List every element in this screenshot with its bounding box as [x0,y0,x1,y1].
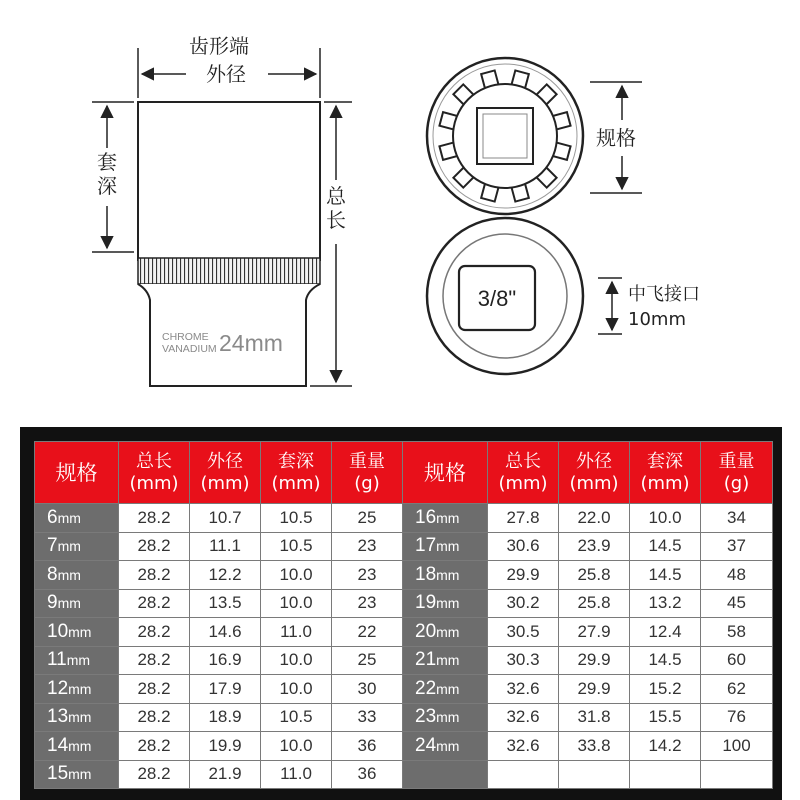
table-row [35,504,773,533]
size-cell [403,703,488,732]
outer-cell: 13.5 [190,589,261,618]
size-cell [35,675,119,704]
depth-cell: 13.2 [630,589,701,618]
size-cell [35,732,119,761]
total-cell: 28.2 [119,589,190,618]
total-cell: 32.6 [488,732,559,761]
size-cell [35,760,119,789]
brand-stamp [162,331,217,355]
size-number: 15 [47,763,69,785]
total-length-label: 总长 [326,184,346,232]
header-right-3 [630,442,701,504]
depth-cell: 14.5 [630,532,701,561]
brand-line-vanadium: VANADIUM [162,343,217,355]
weight-cell: 23 [332,532,403,561]
weight-cell: 33 [332,703,403,732]
empty-cell [488,760,559,789]
table-row [35,618,773,647]
header-left-2 [190,442,261,504]
size-number: 13 [47,706,69,728]
weight-cell: 45 [701,589,773,618]
weight-cell: 22 [332,618,403,647]
size-cell [403,532,488,561]
outer-cell: 29.9 [559,646,630,675]
size-number: 9 [47,592,58,614]
total-cell: 30.3 [488,646,559,675]
total-cell: 32.6 [488,675,559,704]
size-unit: mm [436,623,460,640]
header-line1: 总长 [505,450,541,472]
size-number: 23 [415,706,437,728]
weight-cell: 58 [701,618,773,647]
depth-cell: 14.5 [630,561,701,590]
total-cell: 28.2 [119,532,190,561]
header-line1: 规格 [55,460,98,485]
size-number: 6 [47,506,58,528]
size-number: 11 [47,649,67,671]
knurl-band [138,258,320,284]
depth-cell: 10.5 [261,504,332,533]
outer-cell: 23.9 [559,532,630,561]
header-line1: 规格 [424,460,466,485]
depth-cell: 12.4 [630,618,701,647]
table-row [35,646,773,675]
size-unit: mm [57,538,81,555]
size-unit: mm [57,509,81,526]
table-row [35,561,773,590]
size-unit: mm [436,709,460,726]
weight-cell: 100 [701,732,773,761]
total-cell: 28.2 [119,618,190,647]
table-row [35,532,773,561]
header-left-3 [261,442,332,504]
total-cell: 28.2 [119,675,190,704]
size-unit: mm [68,766,92,783]
size-cell [35,589,119,618]
size-cell [403,732,488,761]
size-cell [35,618,119,647]
size-number: 24 [415,734,437,756]
table-row [35,732,773,761]
size-unit: mm [57,595,81,612]
size-unit: mm [436,737,460,754]
spec-table [34,441,773,789]
depth-cell: 10.5 [261,703,332,732]
size-cell [403,504,488,533]
outer-cell: 27.9 [559,618,630,647]
outer-diameter-label: 外径 [206,62,246,86]
total-cell: 28.2 [119,703,190,732]
outer-cell: 18.9 [190,703,261,732]
depth-cell: 11.0 [261,618,332,647]
weight-cell: 34 [701,504,773,533]
outer-cell: 17.9 [190,675,261,704]
size-number: 14 [47,734,69,756]
outer-cell: 14.6 [190,618,261,647]
depth-cell: 10.0 [261,675,332,704]
outer-cell: 22.0 [559,504,630,533]
drive-interface-size: 10mm [628,309,686,330]
header-left-4 [332,442,403,504]
depth-cell: 14.5 [630,646,701,675]
total-cell: 27.8 [488,504,559,533]
table-header-row [35,442,773,504]
brand-line-chrome: CHROME [162,331,209,343]
header-line2: (mm) [200,472,250,494]
weight-cell: 60 [701,646,773,675]
total-cell: 28.2 [119,760,190,789]
size-stamp: 24mm [219,330,283,356]
size-number: 21 [415,649,437,671]
outer-cell: 21.9 [190,760,261,789]
depth-cell: 10.5 [261,532,332,561]
table-row [35,760,773,789]
depth-cell: 15.5 [630,703,701,732]
size-number: 8 [47,563,58,585]
size-cell [35,646,119,675]
weight-cell: 25 [332,504,403,533]
outer-cell: 25.8 [559,589,630,618]
total-cell: 28.2 [119,504,190,533]
header-right-1 [488,442,559,504]
header-line1: 重量 [349,450,385,472]
size-cell [403,646,488,675]
empty-size-cell [403,760,488,789]
size-number: 10 [47,620,69,642]
size-unit: mm [66,652,91,669]
header-line2: (mm) [129,472,179,494]
outer-cell: 19.9 [190,732,261,761]
weight-cell: 76 [701,703,773,732]
weight-cell: 36 [332,732,403,761]
weight-cell: 62 [701,675,773,704]
header-line2: (mm) [271,472,321,494]
header-line1: 外径 [207,450,243,472]
size-cell [35,504,119,533]
outer-cell: 11.1 [190,532,261,561]
size-number: 17 [415,535,437,557]
size-number: 12 [47,677,69,699]
total-cell: 30.2 [488,589,559,618]
tooth-end-label: 齿形端 [189,34,249,58]
table-row [35,675,773,704]
depth-cell: 10.0 [261,561,332,590]
header-line1: 套深 [278,450,314,472]
depth-cell: 10.0 [261,732,332,761]
size-unit: mm [57,566,81,583]
outer-cell: 29.9 [559,675,630,704]
size-unit: mm [68,623,92,640]
header-line2: (g) [723,472,750,494]
size-cell [35,703,119,732]
socket-upper-body [138,102,320,260]
header-right-2 [559,442,630,504]
spec-label: 规格 [596,126,636,150]
empty-cell [701,760,773,789]
size-number: 16 [415,506,437,528]
size-cell [35,561,119,590]
weight-cell: 25 [332,646,403,675]
header-line1: 外径 [576,450,612,472]
size-number: 22 [415,677,437,699]
outer-cell: 25.8 [559,561,630,590]
size-number: 20 [415,620,437,642]
size-number: 18 [415,563,437,585]
total-cell: 28.2 [119,561,190,590]
size-cell [35,532,119,561]
size-cell [403,589,488,618]
table-row [35,703,773,732]
weight-cell: 37 [701,532,773,561]
size-unit: mm [436,566,460,583]
size-unit: mm [436,595,460,612]
empty-cell [559,760,630,789]
size-unit: mm [436,509,460,526]
outer-cell: 33.8 [559,732,630,761]
weight-cell: 30 [332,675,403,704]
total-cell: 30.5 [488,618,559,647]
header-line2: (mm) [640,472,690,494]
size-unit: mm [68,709,92,726]
total-cell: 30.6 [488,532,559,561]
table-row [35,589,773,618]
total-cell: 28.2 [119,732,190,761]
depth-cell: 10.0 [261,589,332,618]
depth-cell: 15.2 [630,675,701,704]
socket-depth-label: 套深 [97,150,117,198]
header-line2: (mm) [569,472,619,494]
total-cell: 29.9 [488,561,559,590]
header-right-4 [701,442,773,504]
outer-cell: 10.7 [190,504,261,533]
header-right-0 [403,442,488,504]
size-unit: mm [436,652,460,669]
depth-cell: 11.0 [261,760,332,789]
header-line1: 总长 [136,450,172,472]
total-cell: 28.2 [119,646,190,675]
depth-cell: 10.0 [261,646,332,675]
weight-cell: 23 [332,589,403,618]
weight-cell: 48 [701,561,773,590]
drive-interface-label: 中飞接口 [628,284,700,305]
depth-cell: 14.2 [630,732,701,761]
spec-table-frame [20,427,782,800]
weight-cell: 23 [332,561,403,590]
weight-cell: 36 [332,760,403,789]
header-line1: 重量 [718,450,755,472]
size-cell [403,675,488,704]
size-number: 7 [47,535,58,557]
header-left-0 [35,442,119,504]
outer-cell: 16.9 [190,646,261,675]
total-cell: 32.6 [488,703,559,732]
size-unit: mm [68,737,92,754]
size-cell [403,561,488,590]
depth-cell: 10.0 [630,504,701,533]
header-line1: 套深 [647,450,683,472]
size-unit: mm [436,680,460,697]
outer-cell: 12.2 [190,561,261,590]
header-line2: (g) [354,472,380,494]
size-cell [403,618,488,647]
size-unit: mm [68,680,92,697]
size-unit: mm [436,538,460,555]
size-number: 19 [415,592,437,614]
outer-cell: 31.8 [559,703,630,732]
header-line2: (mm) [498,472,548,494]
header-left-1 [119,442,190,504]
empty-cell [630,760,701,789]
drive-size-text: 3/8" [477,286,517,311]
